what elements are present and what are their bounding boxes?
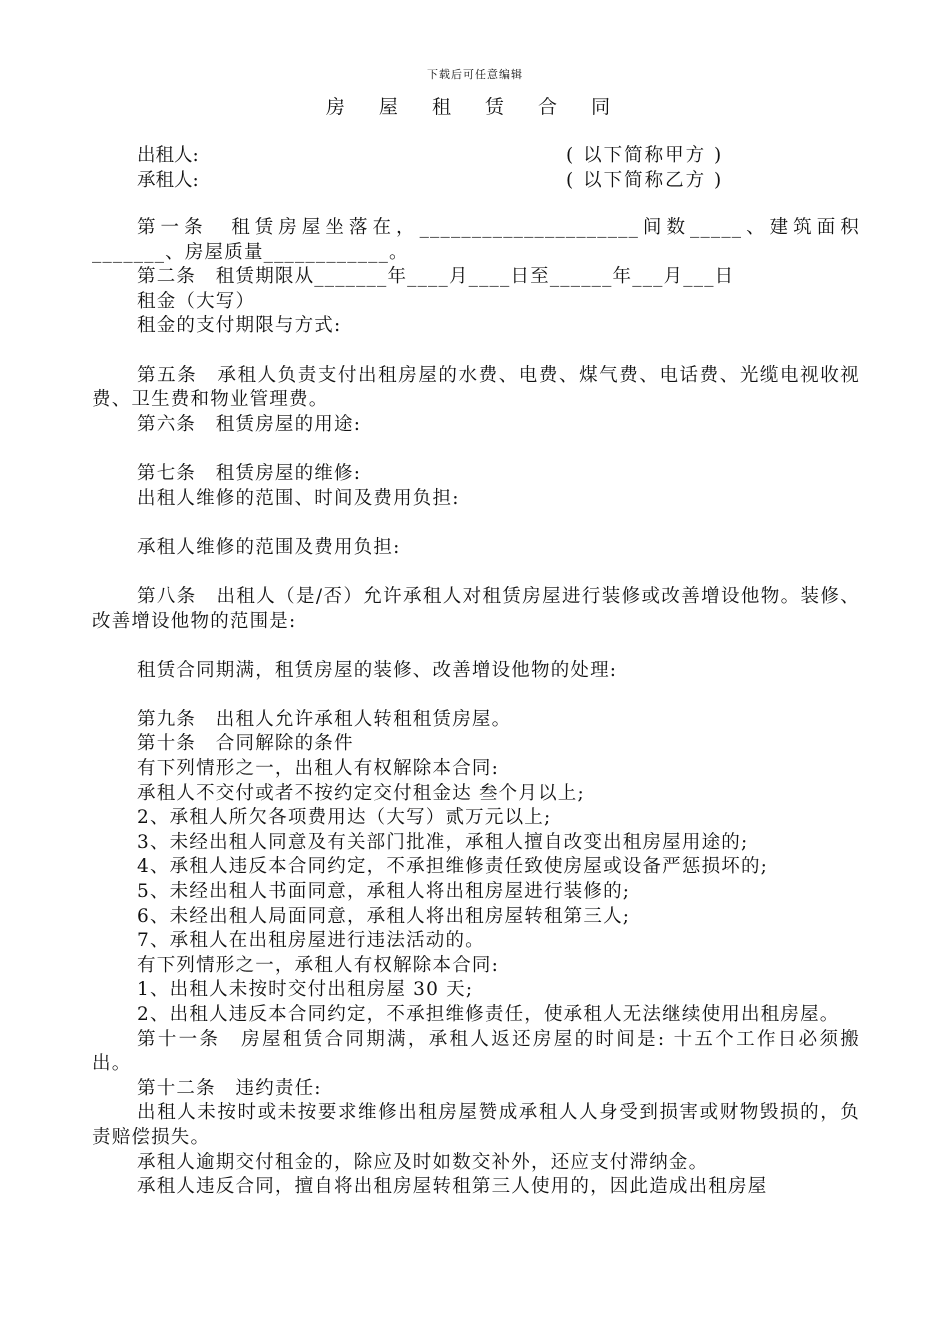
contract-paragraph: 承租人逾期交付租金的，除应及时如数交补外，还应支付滞纳金。 — [137, 1151, 709, 1173]
contract-paragraph: 承租人违反合同，擅自将出租房屋转租第三人使用的，因此造成出租房屋 — [137, 1176, 768, 1198]
paragraph-gap — [92, 560, 860, 585]
paragraph-gap — [92, 511, 860, 536]
contract-body — [92, 216, 860, 1200]
contract-paragraph: 第七条 租赁房屋的维修: — [137, 462, 362, 484]
contract-paragraph: 第六条 租赁房屋的用途: — [137, 413, 362, 435]
contract-paragraph: 第十一条 房屋租赁合同期满，承租人返还房屋的时间是: 十五个工作日必须搬出。 — [92, 1028, 860, 1075]
contract-paragraph: 2、承租人所欠各项费用达（大写）贰万元以上; — [137, 807, 552, 829]
contract-paragraph: 1、出租人未按时交付出租房屋 30 天; — [137, 979, 474, 1001]
paragraph-gap — [92, 339, 860, 364]
contract-paragraph: 3、未经出租人同意及有关部门批准，承租人擅自改变出租房屋用途的; — [137, 831, 749, 853]
lessee-label: 承租人: — [137, 170, 199, 191]
contract-paragraph: 2、出租人违反本合同约定，不承担维修责任，使承租人无法继续使用出租房屋。 — [137, 1004, 840, 1025]
contract-paragraph: 出租人维修的范围、时间及费用负担: — [137, 487, 460, 509]
paragraph-gap — [92, 683, 860, 708]
paragraph-gap — [92, 437, 860, 462]
contract-paragraph: 承租人不交付或者不按约定交付租金达 叁个月以上; — [137, 782, 585, 804]
contract-paragraph: 4、承租人违反本合同约定，不承担维修责任致使房屋或设备严惩损坏的; — [137, 856, 769, 878]
contract-paragraph: 第八条 出租人（是/否）允许承租人对租赁房屋进行装修或改善增设他物。装修、改善增设他物的范围是: — [92, 585, 860, 632]
lessee-row — [137, 168, 777, 193]
contract-paragraph: 第一条 租赁房屋坐落在，_____________________间数_____、建筑面积_______、房屋质量____________。 — [92, 217, 860, 263]
contract-paragraph: 第五条 承租人负责支付出租房屋的水费、电费、煤气费、电话费、光缆电视收视费、卫生费和物业管理费。 — [92, 364, 860, 411]
contract-paragraph: 第十条 合同解除的条件 — [137, 733, 354, 755]
contract-paragraph: 第二条 租赁期限从_______年____月____日至______年___月___日 — [137, 266, 735, 288]
contract-paragraph: 第十二条 违约责任: — [137, 1077, 322, 1099]
lessee-alias: ( 以下简称乙方 ) — [566, 170, 724, 191]
contract-paragraph: 7、承租人在出租房屋进行违法活动的。 — [137, 930, 485, 952]
lessor-alias: ( 以下简称甲方 ) — [566, 145, 724, 166]
parties-block — [137, 143, 777, 193]
contract-paragraph: 租金的支付期限与方式: — [137, 315, 342, 337]
contract-paragraph: 租金（大写） — [137, 290, 256, 312]
contract-paragraph: 有下列情形之一，出租人有权解除本合同: — [137, 758, 500, 780]
lessor-label: 出租人: — [137, 145, 199, 166]
contract-paragraph: 第九条 出租人允许承租人转租租赁房屋。 — [137, 708, 512, 730]
document-title: 房 屋 租 赁 合 同 — [325, 96, 625, 118]
contract-paragraph: 承租人维修的范围及费用负担: — [137, 536, 401, 558]
contract-paragraph: 5、未经出租人书面同意，承租人将出租房屋进行装修的; — [137, 881, 631, 903]
lessor-row — [137, 143, 777, 168]
paragraph-gap — [92, 634, 860, 659]
contract-paragraph: 租赁合同期满，租赁房屋的装修、改善增设他物的处理: — [137, 659, 618, 681]
contract-paragraph: 6、未经出租人局面同意，承租人将出租房屋转租第三人; — [137, 905, 631, 927]
header-note: 下载后可任意编辑 — [427, 68, 523, 81]
contract-paragraph: 有下列情形之一，承租人有权解除本合同: — [137, 954, 500, 976]
contract-paragraph: 出租人未按时或未按要求维修出租房屋赞成承租人人身受到损害或财物毁损的，负责赔偿损失。 — [92, 1102, 860, 1148]
